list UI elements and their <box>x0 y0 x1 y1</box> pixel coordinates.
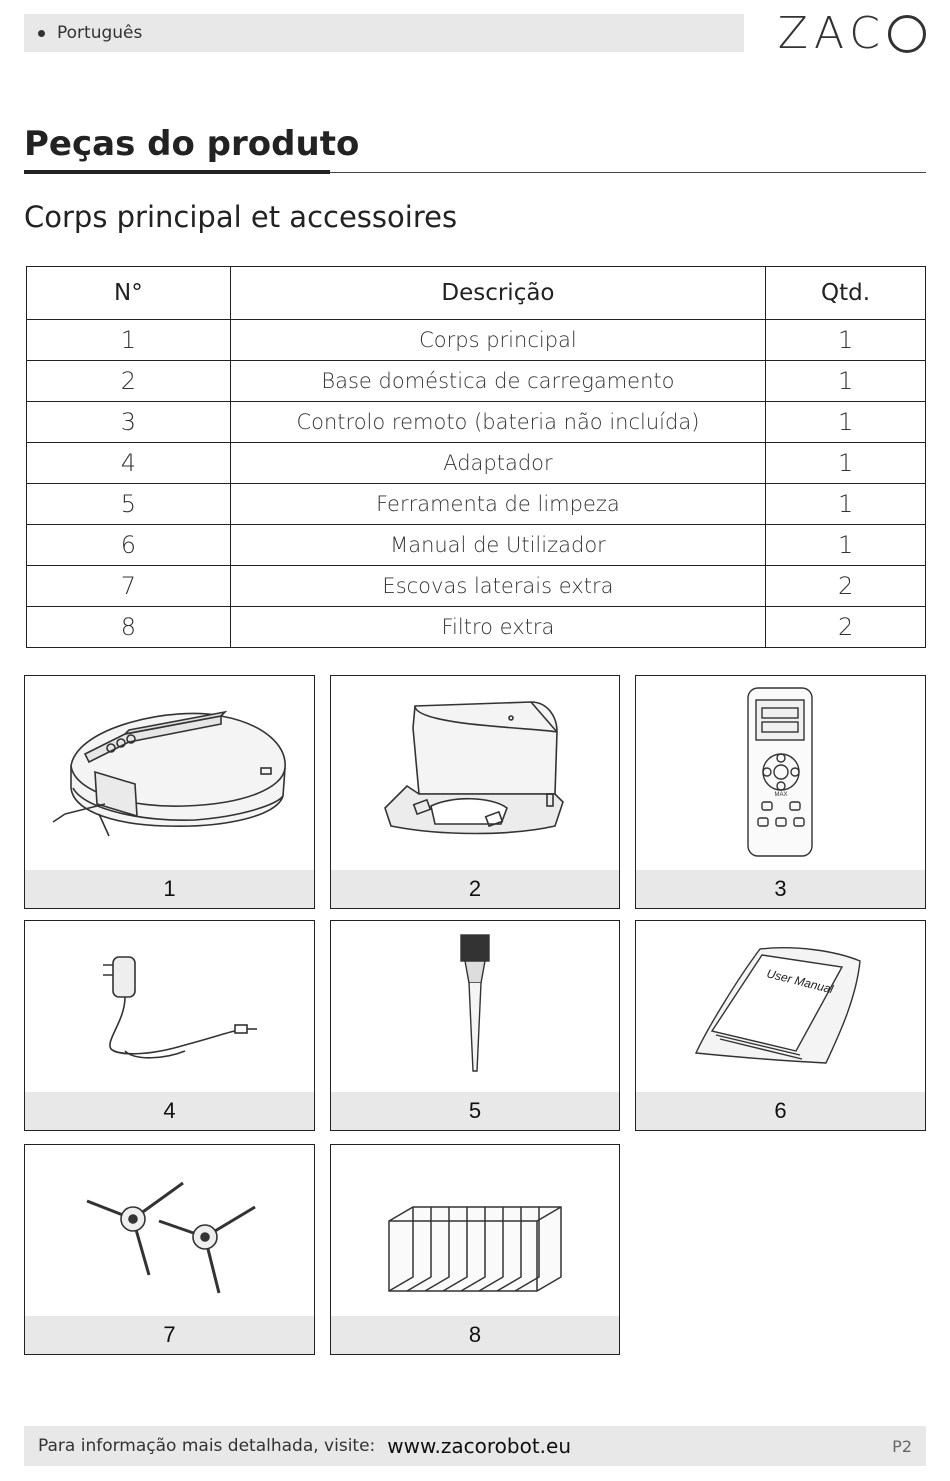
row-quantity: 1 <box>766 525 926 566</box>
figure-label: 4 <box>25 1092 314 1130</box>
side-brushes-icon <box>25 1145 314 1317</box>
row-description: Manual de Utilizador <box>230 525 765 566</box>
table-row <box>27 443 926 484</box>
robot-vacuum-icon <box>25 676 314 870</box>
table-row <box>27 361 926 402</box>
row-description: Escovas laterais extra <box>230 566 765 607</box>
page-number: P2 <box>892 1436 912 1456</box>
table-row <box>27 607 926 648</box>
row-number: 7 <box>27 566 231 607</box>
website-link[interactable]: www.zacorobot.eu <box>387 1434 571 1458</box>
section-subtitle: Corps principal et accessoires <box>24 200 458 234</box>
logo-text: ZAC <box>777 8 886 59</box>
figure-label: 6 <box>636 1092 925 1130</box>
footer-bar <box>24 1426 926 1466</box>
figure-cell-7 <box>24 1144 315 1355</box>
figure-label: 2 <box>331 870 619 908</box>
table-row <box>27 566 926 607</box>
row-quantity: 1 <box>766 484 926 525</box>
row-number: 4 <box>27 443 231 484</box>
row-number: 1 <box>27 320 231 361</box>
header-quantity: Qtd. <box>766 267 926 320</box>
table-row <box>27 525 926 566</box>
row-number: 6 <box>27 525 231 566</box>
row-quantity: 1 <box>766 361 926 402</box>
logo-ring-icon <box>888 15 926 53</box>
remote-max-text: MAX <box>774 792 788 798</box>
figure-label: 3 <box>636 870 925 908</box>
table-row <box>27 484 926 525</box>
user-manual-icon <box>636 921 925 1093</box>
remote-control-icon <box>636 676 925 870</box>
row-description: Ferramenta de limpeza <box>230 484 765 525</box>
row-description: Adaptador <box>230 443 765 484</box>
row-quantity: 1 <box>766 443 926 484</box>
figure-cell-4 <box>24 920 315 1131</box>
bullet-icon <box>38 30 45 37</box>
figure-label: 7 <box>25 1316 314 1354</box>
table-row <box>27 402 926 443</box>
row-number: 8 <box>27 607 231 648</box>
table-row <box>27 320 926 361</box>
row-description: Corps principal <box>230 320 765 361</box>
row-quantity: 1 <box>766 402 926 443</box>
footer-text: Para informação mais detalhada, visite: <box>38 1436 376 1456</box>
row-number: 5 <box>27 484 231 525</box>
cleaning-brush-icon <box>331 921 619 1093</box>
row-quantity: 2 <box>766 607 926 648</box>
figure-label: 1 <box>25 870 314 908</box>
header-description: Descrição <box>230 267 765 320</box>
row-quantity: 1 <box>766 320 926 361</box>
figure-label: 5 <box>331 1092 619 1130</box>
manual-cover-text: User Manual <box>765 966 835 997</box>
row-description: Controlo remoto (bateria não incluída) <box>230 402 765 443</box>
table-header-row <box>27 267 926 320</box>
figure-cell-2 <box>330 675 620 909</box>
adapter-icon <box>25 921 314 1093</box>
charging-base-icon <box>331 676 619 870</box>
row-number: 3 <box>27 402 231 443</box>
figure-cell-8 <box>330 1144 620 1355</box>
language-label: Português <box>57 23 143 43</box>
parts-table <box>26 266 926 648</box>
header-number: N° <box>27 267 231 320</box>
figure-label: 8 <box>331 1316 619 1354</box>
brand-logo <box>778 8 926 59</box>
figure-cell-3 <box>635 675 926 909</box>
figure-cell-1 <box>24 675 315 909</box>
filter-icon <box>331 1145 619 1317</box>
row-description: Filtro extra <box>230 607 765 648</box>
language-bar <box>24 14 744 52</box>
figure-cell-5 <box>330 920 620 1131</box>
figure-cell-6 <box>635 920 926 1131</box>
title-underline <box>24 170 330 174</box>
row-quantity: 2 <box>766 566 926 607</box>
row-description: Base doméstica de carregamento <box>230 361 765 402</box>
row-number: 2 <box>27 361 231 402</box>
page-title: Peças do produto <box>24 124 360 164</box>
